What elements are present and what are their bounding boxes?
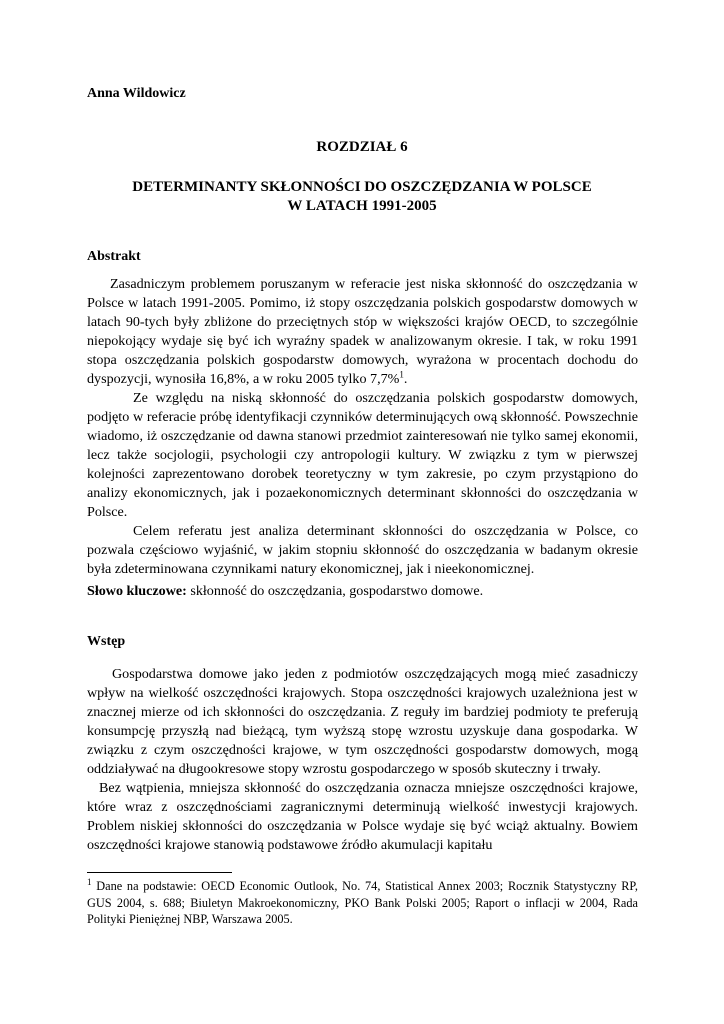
- footnote-divider: [87, 872, 232, 873]
- intro-paragraph-2: Bez wątpienia, mniejsza skłonność do oszczędzania oznacza mniejsze oszczędności krajowe, które wraz z oszczędnościami zagranicznymi determinują wielkość inwestycji krajowych. Problem niskiej skłonności do oszczędzania w Polsce wydaje się być wciąż aktualny. Bowiem oszczędności krajowe stanowią podstawowe źródło akumulacji kapitału: [87, 780, 638, 853]
- chapter-number: ROZDZIAŁ 6: [316, 139, 408, 155]
- abstract-body: [87, 275, 638, 579]
- chapter-title: [90, 178, 634, 216]
- chapter-title-line-2: W LATACH 1991-2005: [287, 198, 437, 214]
- keywords-label: Słowo kluczowe:: [87, 583, 187, 599]
- footnote: [87, 878, 638, 928]
- abstract-paragraph-3: Celem referatu jest analiza determinant skłonności do oszczędzania w Polsce, co pozwala częściowo wyjaśnić, w jakim stopniu skłonność do oszczędzania w badanym okresie była zdeterminowana czynnikami natury ekonomicznej, jak i nieekonomicznej.: [87, 523, 638, 577]
- abstract-paragraph-1: [87, 275, 638, 389]
- abstract-paragraph-1-text: Zasadniczym problemem poruszanym w referacie jest niska skłonność do oszczędzania w Polsce w latach 1991-2005. Pomimo, iż stopy oszczędzania polskich gospodarstw domowych w latach 90-tych były zbliżone do przeciętnych stóp w większości krajów OECD, to szczególnie niepokojący wydaje się być ich wyraźny spadek w analizowanym okresie. I tak, w roku 1991 stopa oszczędzania polskich gospodarstw domowych, wyrażona w procentach dochodu do dyspozycji, wynosiła 16,8%, a w roku 2005 tylko 7,7%: [87, 276, 638, 387]
- intro-body: [87, 665, 638, 855]
- chapter-title-line-1: DETERMINANTY SKŁONNOŚCI DO OSZCZĘDZANIA W POLSCE: [132, 179, 592, 195]
- author-name: Anna Wildowicz: [87, 86, 186, 101]
- intro-paragraph-1: Gospodarstwa domowe jako jeden z podmiotów oszczędzających mogą mieć zasadniczy wpływ na wielkość oszczędności krajowych. Stopa oszczędności krajowych uzależniona jest w znacznej mierze od ich skłonności do oszczędzania. Z reguły im bardziej podmioty te preferują konsumpcję przyszłą nad bieżącą, tym wyższą stopę wzrostu uzyskuje dana gospodarka. W związku z czym oszczędności krajowe, w tym oszczędności gospodarstw domowych, mogą oddziaływać na długookresowe stopy wzrostu gospodarczego w sposób skuteczny i trwały.: [87, 666, 638, 777]
- abstract-heading: Abstrakt: [87, 249, 141, 264]
- keywords-text: skłonność do oszczędzania, gospodarstwo domowe.: [186, 583, 484, 599]
- abstract-paragraph-1-end: .: [403, 371, 408, 387]
- footnote-text: Dane na podstawie: OECD Economic Outlook, No. 74, Statistical Annex 2003; Rocznik Statystyczny RP, GUS 2004, s. 688; Biuletyn Makroekonomiczny, PKO Bank Polski 2005; Raport o inflacji w 2004, Rada Polityki Pieniężnej NBP, Warszawa 2005.: [87, 879, 638, 926]
- footnote-marker: 1: [87, 876, 92, 887]
- abstract-paragraph-2: Ze względu na niską skłonność do oszczędzania polskich gospodarstw domowych, podjęto w referacie próbę identyfikacji czynników determinujących ową skłonność. Powszechnie wiadomo, iż oszczędzanie od dawna stanowi przedmiot zainteresowań nie tylko samej ekonomii, lecz także socjologii, psychologii czy antropologii kultury. W związku z tym w pierwszej kolejności zaprezentowano dorobek teoretyczny w tym zakresie, po czym przystąpiono do analizy ekonomicznych, jak i pozaekonomicznych determinant skłonności do oszczędzania w Polsce.: [87, 390, 638, 520]
- keywords-line: [87, 583, 483, 600]
- footnote-reference: 1: [399, 369, 404, 380]
- intro-heading: Wstęp: [87, 634, 126, 649]
